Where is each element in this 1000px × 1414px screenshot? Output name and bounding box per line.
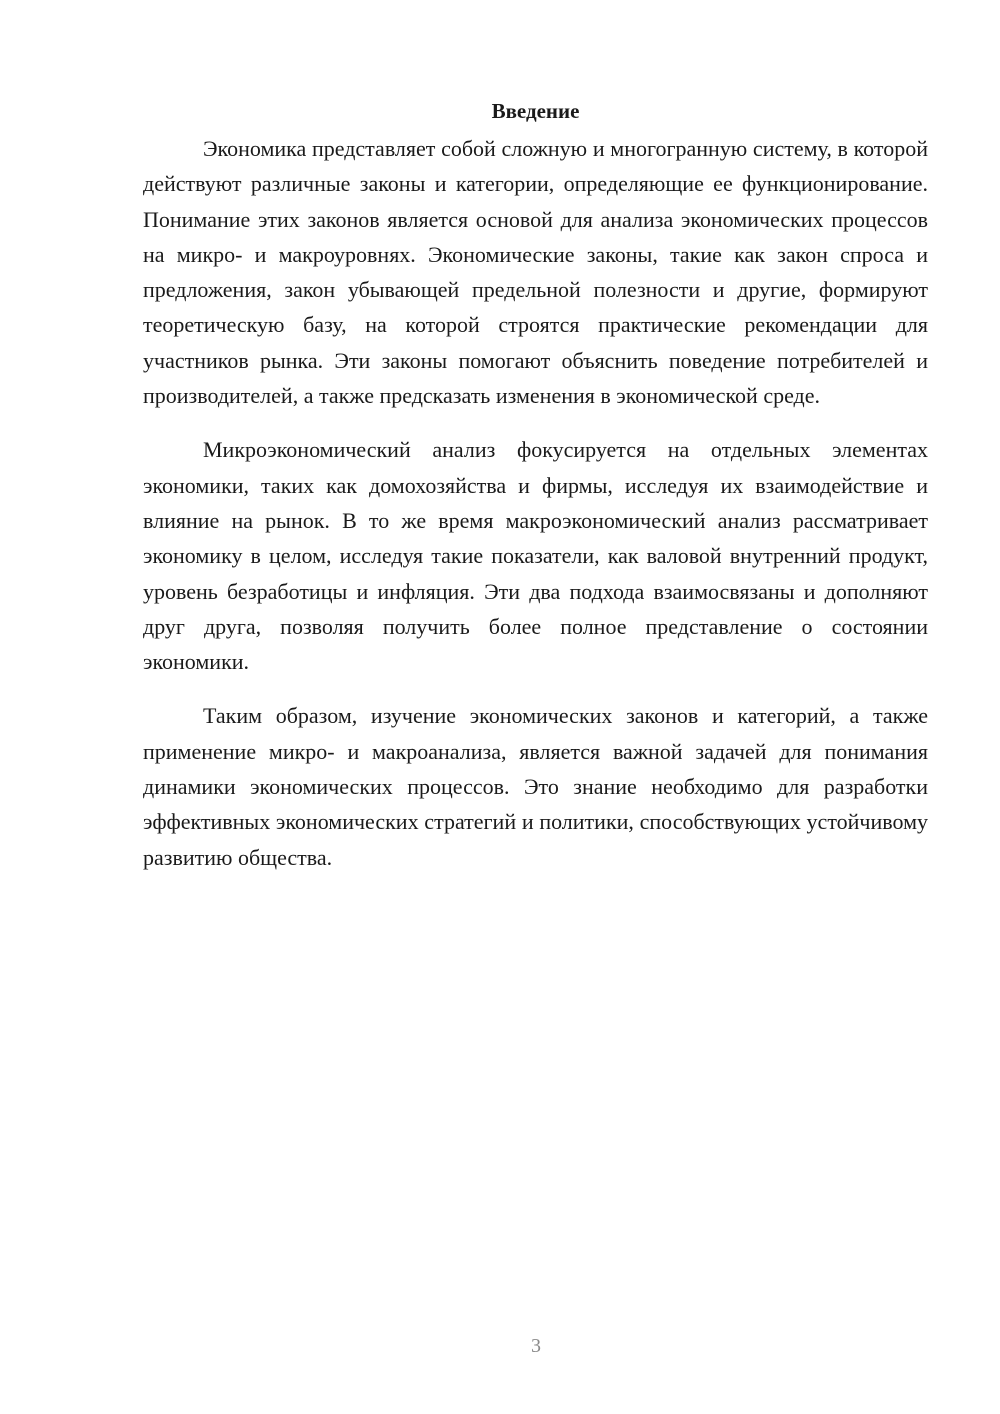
paragraph-3: Таким образом, изучение экономических законов и категорий, а также применение микро- и макроанализа, является важной задачей для понимания динамики экономических процессов. Это знание необходимо для разработки эффективных экономических стратегий и политики, способствующих устойчивому развитию общества. xyxy=(143,703,928,870)
paragraph-1: Экономика представляет собой сложную и многогранную систему, в которой действуют различные законы и категории, определяющие ее функционирование. Понимание этих законов является основой для анализа экономических процессов на микро- и макроуровнях. Экономические законы, такие как закон спроса и предложения, закон убывающей предельной полезности и другие, формируют теоретическую базу, на которой строятся практические рекомендации для участников рынка. Эти законы помогают объяснить поведение потребителей и производителей, а также предсказать изменения в экономической среде. xyxy=(143,136,928,409)
section-heading: Введение xyxy=(491,99,580,123)
page-number: 3 xyxy=(531,1335,541,1357)
paragraph-2: Микроэкономический анализ фокусируется на отдельных элементах экономики, таких как домохозяйства и фирмы, исследуя их взаимодействие и влияние на рынок. В то же время макроэкономический анализ рассматривает экономику в целом, исследуя такие показатели, как валовой внутренний продукт, уровень безработицы и инфляция. Эти два подхода взаимосвязаны и дополняют друг друга, позволяя получить более полное представление о состоянии экономики. xyxy=(143,437,928,675)
page-content xyxy=(143,96,928,875)
